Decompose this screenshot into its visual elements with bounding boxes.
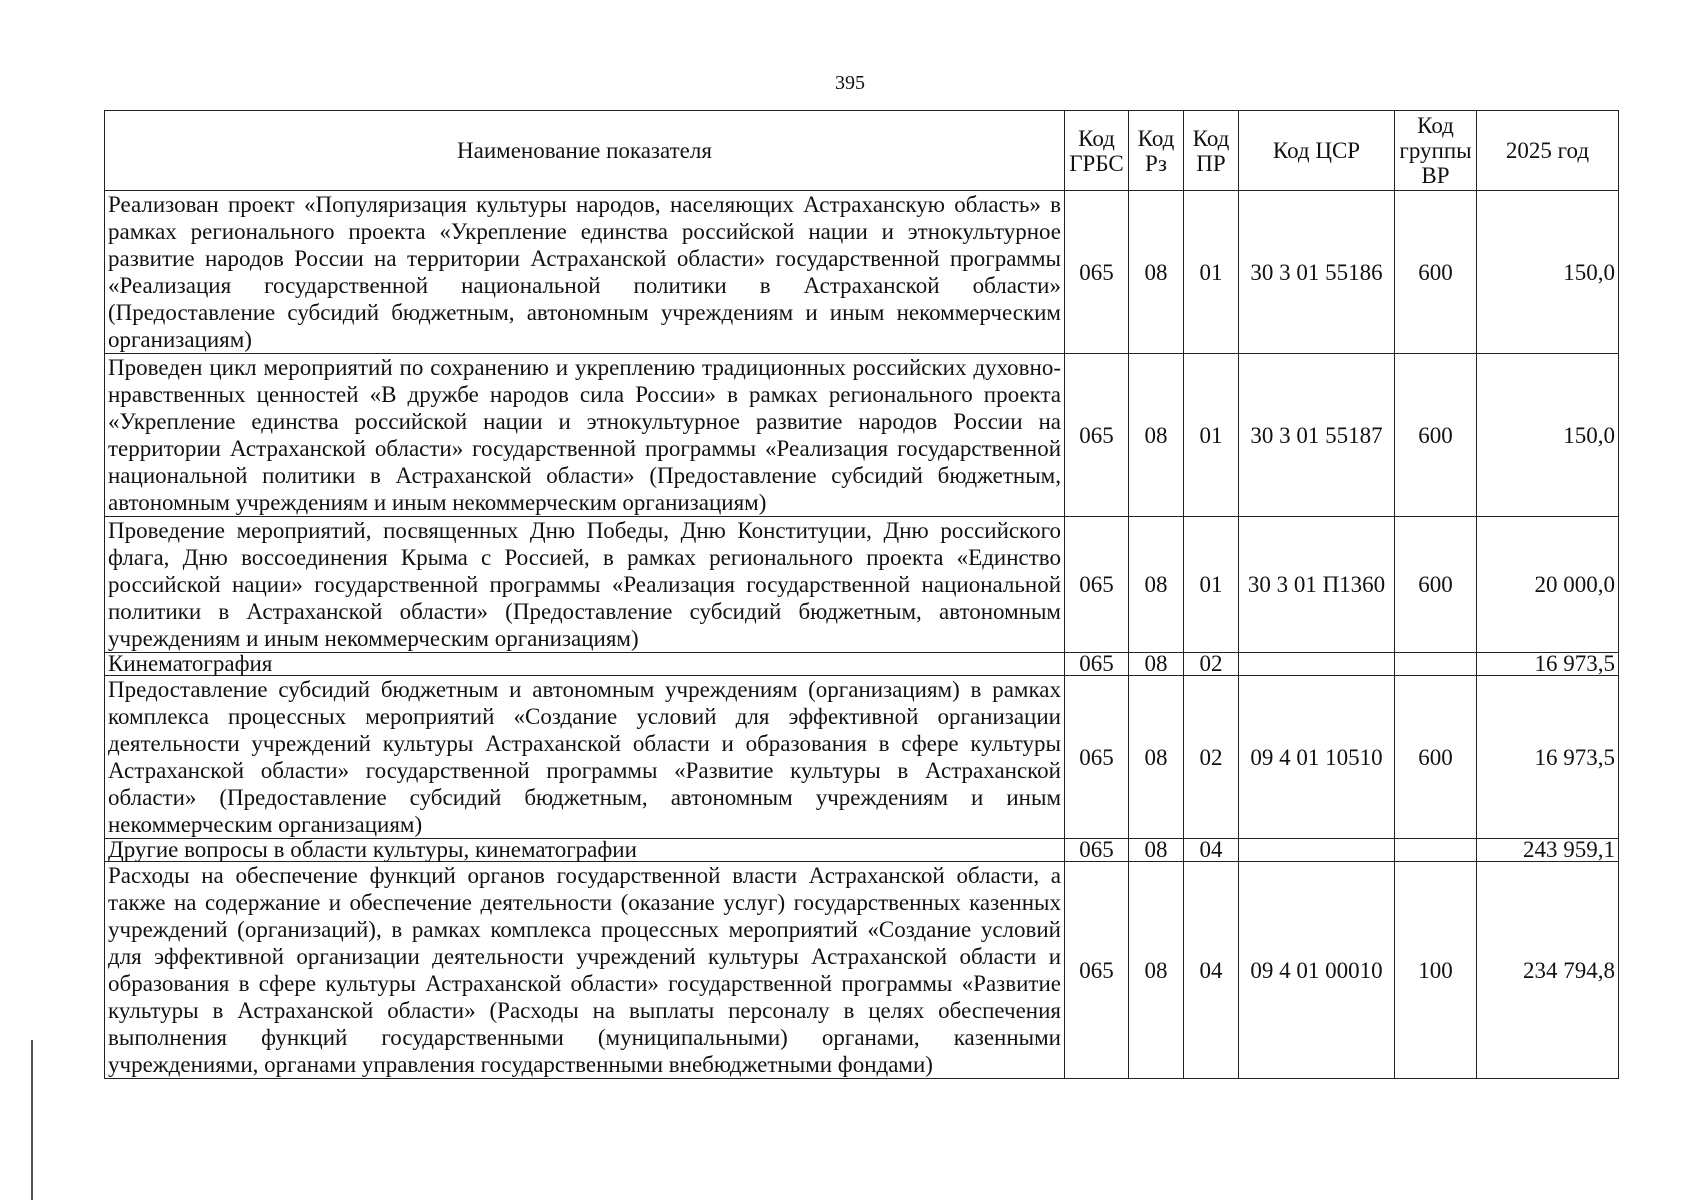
row-vr: 600: [1395, 191, 1477, 354]
table-body: [105, 191, 1619, 1079]
header-name: Наименование показателя: [105, 111, 1065, 191]
page-number: 395: [835, 72, 865, 94]
budget-table: [104, 110, 1619, 1079]
row-grbs: 065: [1065, 676, 1129, 839]
row-vr: 600: [1395, 354, 1477, 517]
row-grbs: 065: [1065, 653, 1129, 676]
row-amount: 243 959,1: [1477, 839, 1619, 862]
row-csr: 09 4 01 00010: [1239, 862, 1395, 1079]
row-amount: 150,0: [1477, 354, 1619, 517]
row-name: Реализован проект «Популяризация культуры народов, населяющих Астраханскую область» в рамках регионального проекта «Укрепление единства российской нации и этнокультурное развитие народов России на территории Астраханской области» государственной программы «Реализация государственной национальной политики в Астраханской области» (Предоставление субсидий бюджетным, автономным учреждениям и иным некоммерческим организациям): [105, 191, 1065, 354]
row-name: Другие вопросы в области культуры, кинематографии: [105, 839, 1065, 862]
row-csr: 30 3 01 55187: [1239, 354, 1395, 517]
row-pr: 01: [1184, 354, 1239, 517]
table-header: [105, 111, 1619, 191]
row-name: Проведен цикл мероприятий по сохранению и укреплению традиционных российских духовно-нравственных ценностей «В дружбе народов сила России» в рамках регионального проекта «Укрепление единства российской нации и этнокультурное развитие народов России на территории Астраханской области» государственной программы «Реализация государственной национальной политики в Астраханской области» (Предоставление субсидий бюджетным, автономным учреждениям и иным некоммерческим организациям): [105, 354, 1065, 517]
row-vr: [1395, 839, 1477, 862]
row-rz: 08: [1129, 862, 1184, 1079]
table-row: [105, 676, 1619, 839]
row-amount: 234 794,8: [1477, 862, 1619, 1079]
row-grbs: 065: [1065, 354, 1129, 517]
table-row-subtotal: [105, 653, 1619, 676]
row-rz: 08: [1129, 839, 1184, 862]
row-rz: 08: [1129, 653, 1184, 676]
row-rz: 08: [1129, 517, 1184, 653]
table-row: [105, 862, 1619, 1079]
row-vr: 600: [1395, 517, 1477, 653]
header-csr: Код ЦСР: [1239, 111, 1395, 191]
row-pr: 02: [1184, 653, 1239, 676]
row-name: Предоставление субсидий бюджетным и автономным учреждениям (организациям) в рамках комплекса процессных мероприятий «Создание условий для эффективной организации деятельности учреждений культуры Астраханской области и образования в сфере культуры Астраханской области» государственной программы «Развитие культуры в Астраханской области» (Предоставление субсидий бюджетным, автономным учреждениям и иным некоммерческим организациям): [105, 676, 1065, 839]
row-amount: 20 000,0: [1477, 517, 1619, 653]
row-rz: 08: [1129, 354, 1184, 517]
row-csr: 30 3 01 П1360: [1239, 517, 1395, 653]
row-name: Проведение мероприятий, посвященных Дню Победы, Дню Конституции, Дню российского флага, Дню воссоединения Крыма с Россией, в рамках регионального проекта «Единство российской нации» государственной программы «Реализация государственной национальной политики в Астраханской области» (Предоставление субсидий бюджетным, автономным учреждениям и иным некоммерческим организациям): [105, 517, 1065, 653]
row-name: Кинематография: [105, 653, 1065, 676]
header-rz: Код Рз: [1129, 111, 1184, 191]
row-vr: [1395, 653, 1477, 676]
header-year: 2025 год: [1477, 111, 1619, 191]
row-grbs: 065: [1065, 517, 1129, 653]
row-amount: 16 973,5: [1477, 653, 1619, 676]
row-rz: 08: [1129, 676, 1184, 839]
row-rz: 08: [1129, 191, 1184, 354]
row-pr: 01: [1184, 517, 1239, 653]
header-vr: Код группы ВР: [1395, 111, 1477, 191]
table-row-subtotal: [105, 839, 1619, 862]
row-csr: 09 4 01 10510: [1239, 676, 1395, 839]
row-pr: 04: [1184, 839, 1239, 862]
row-vr: 100: [1395, 862, 1477, 1079]
header-grbs: Код ГРБС: [1065, 111, 1129, 191]
row-csr: [1239, 839, 1395, 862]
row-vr: 600: [1395, 676, 1477, 839]
row-name: Расходы на обеспечение функций органов государственной власти Астраханской области, а также на содержание и обеспечение деятельности (оказание услуг) государственных казенных учреждений (организаций), в рамках комплекса процессных мероприятий «Создание условий для эффективной организации деятельности учреждений культуры Астраханской области и образования в сфере культуры Астраханской области» государственной программы «Развитие культуры в Астраханской области» (Расходы на выплаты персоналу в целях обеспечения выполнения функций государственными (муниципальными) органами, казенными учреждениями, органами управления государственными внебюджетными фондами): [105, 862, 1065, 1079]
header-pr: Код ПР: [1184, 111, 1239, 191]
row-pr: 01: [1184, 191, 1239, 354]
binding-margin-line: [31, 1040, 33, 1200]
table-row: [105, 354, 1619, 517]
header-row: [105, 111, 1619, 191]
row-grbs: 065: [1065, 839, 1129, 862]
row-pr: 04: [1184, 862, 1239, 1079]
row-grbs: 065: [1065, 191, 1129, 354]
row-amount: 16 973,5: [1477, 676, 1619, 839]
table-row: [105, 517, 1619, 653]
row-pr: 02: [1184, 676, 1239, 839]
row-grbs: 065: [1065, 862, 1129, 1079]
row-amount: 150,0: [1477, 191, 1619, 354]
row-csr: 30 3 01 55186: [1239, 191, 1395, 354]
row-csr: [1239, 653, 1395, 676]
table-row: [105, 191, 1619, 354]
